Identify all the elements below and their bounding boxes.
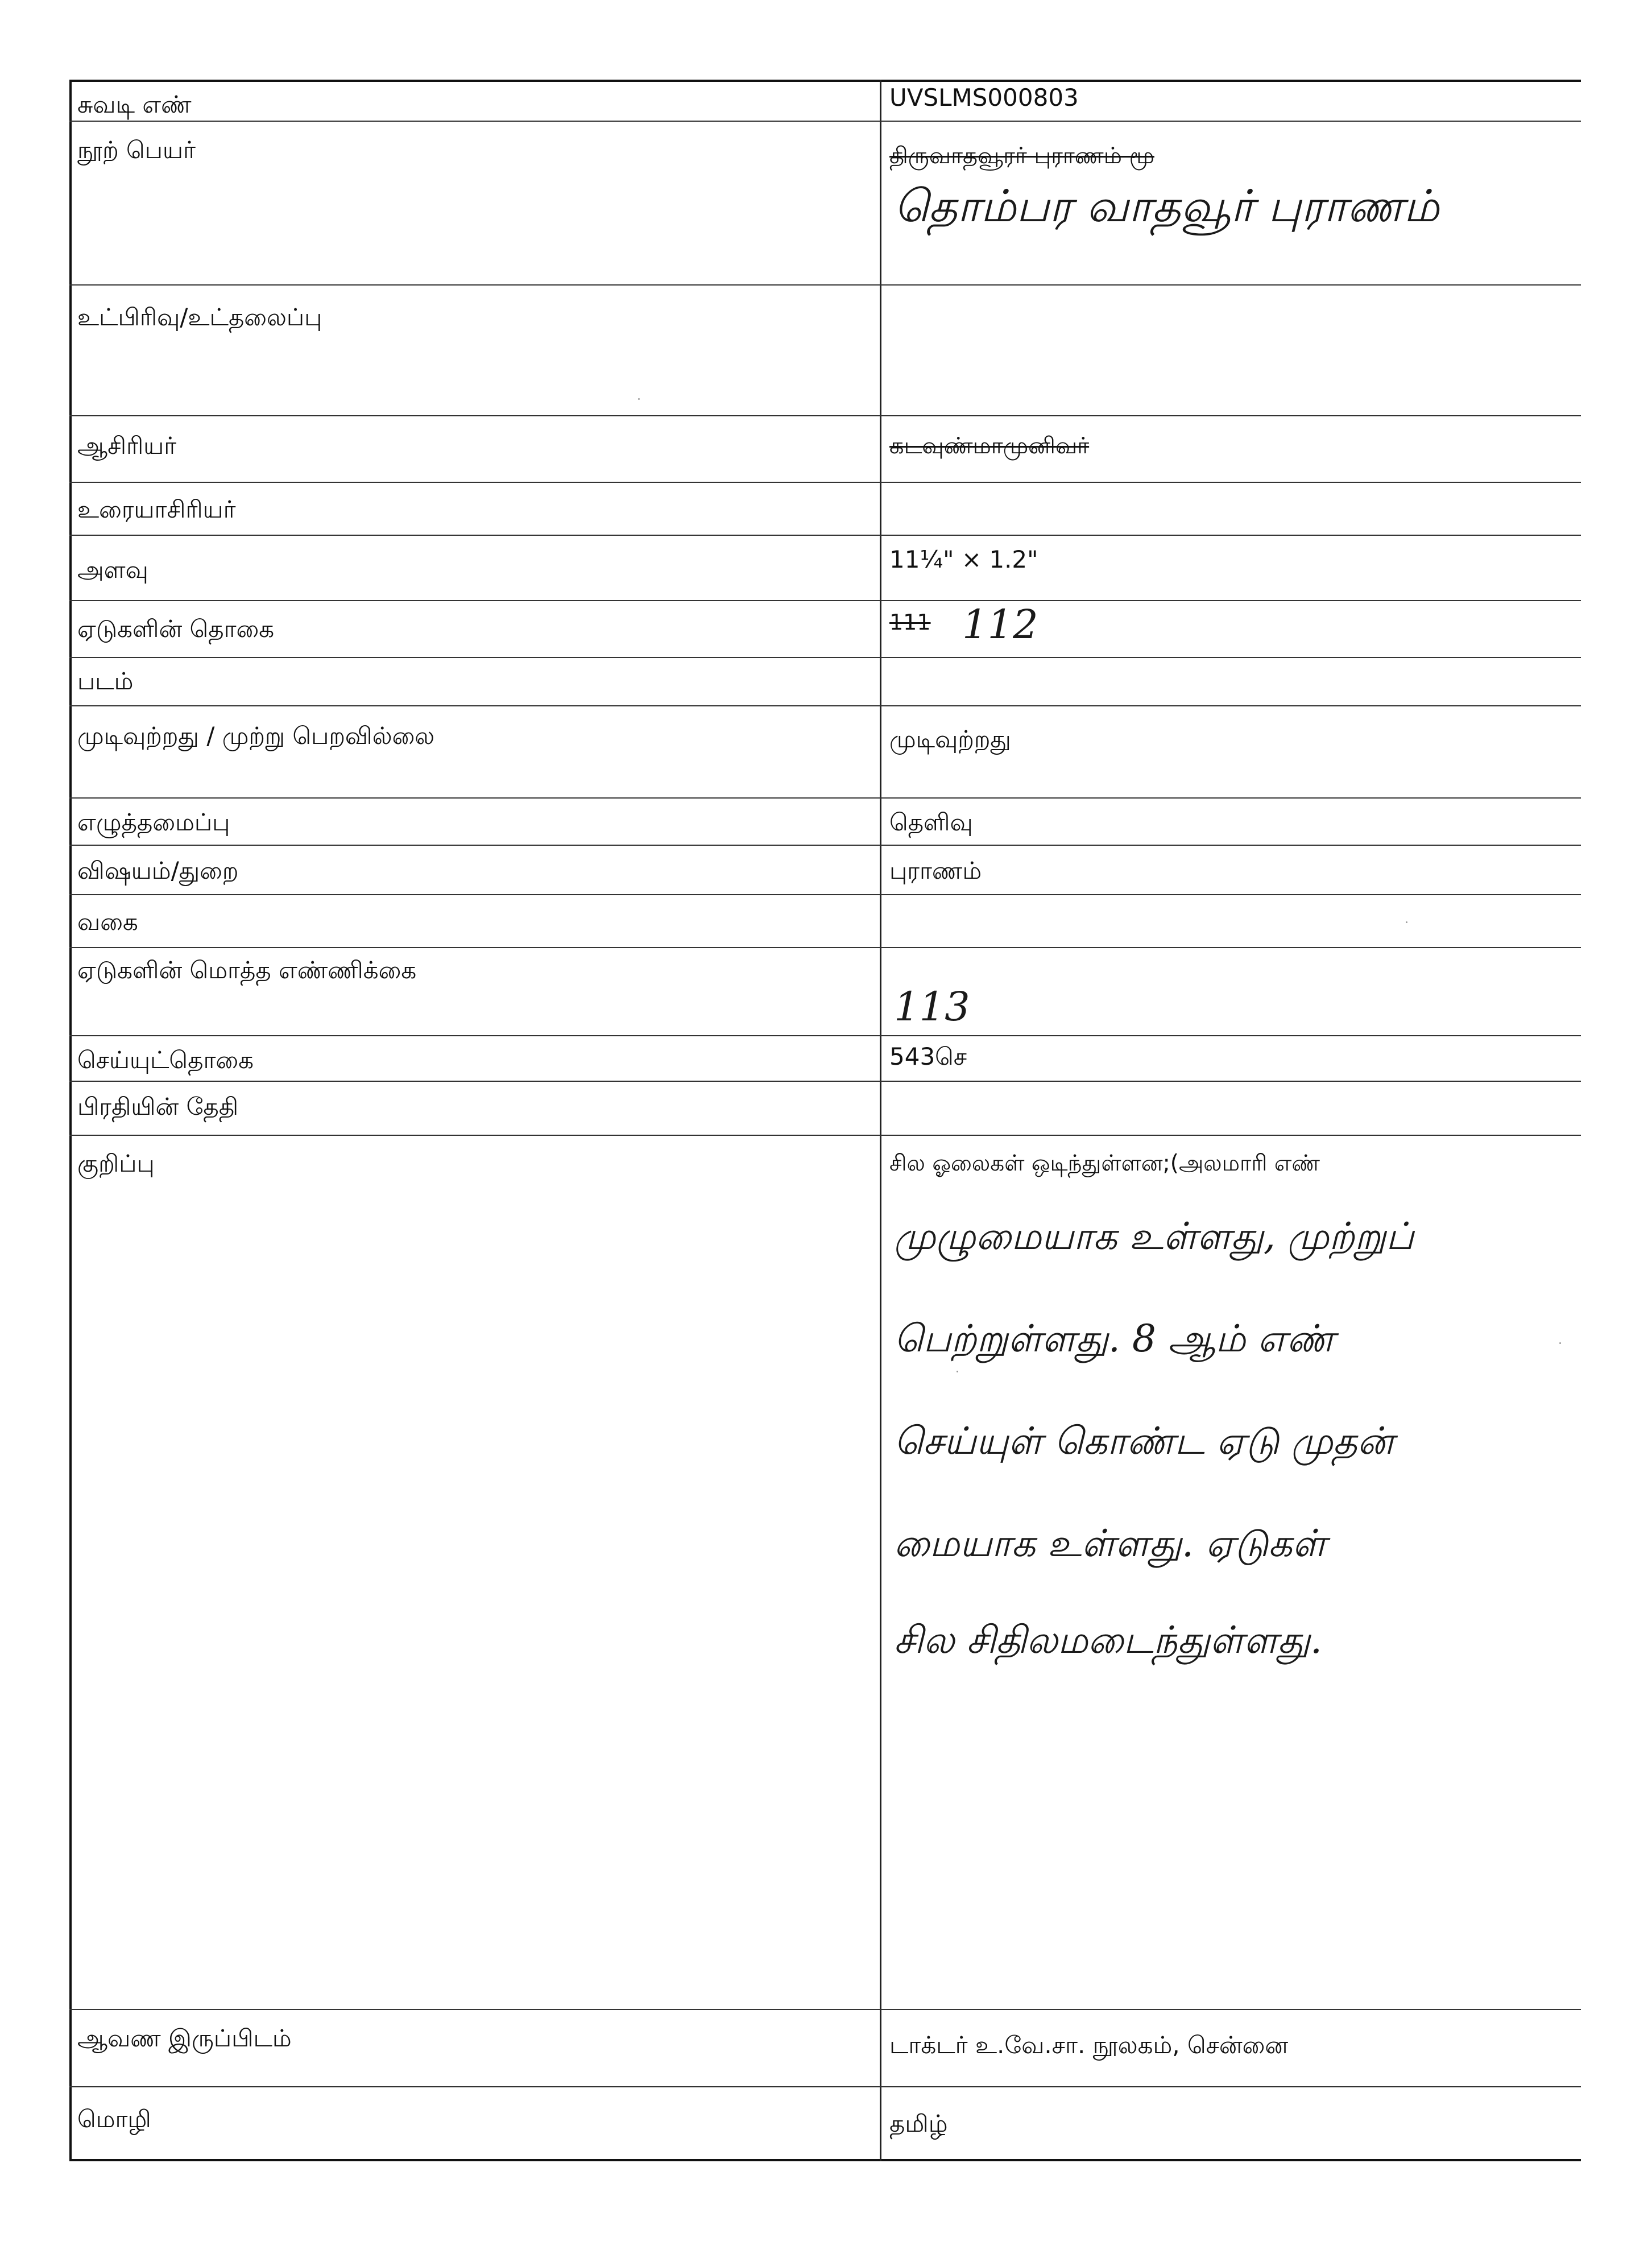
column-divider <box>880 80 881 2161</box>
scan-speck <box>1559 1342 1561 1344</box>
row-divider <box>69 1135 1581 1136</box>
scan-speck <box>1406 921 1407 923</box>
handwritten-remarks-line-5: சில சிதிலமடைந்துள்ளது. <box>894 1618 1323 1662</box>
label-copy-date: பிரதியின் தேதி <box>77 1093 239 1120</box>
row-divider <box>69 600 1581 601</box>
label-total-leaves: ஏடுகளின் மொத்த எண்ணிக்கை <box>77 956 417 984</box>
value-size: 11¼" × 1.2" <box>889 545 1038 573</box>
row-divider <box>69 1035 1581 1036</box>
handwritten-book-title: தொம்பர வாதவூர் புராணம் <box>894 181 1440 232</box>
row-divider <box>69 657 1581 658</box>
handwritten-remarks-line-1: முழுமையாக உள்ளது, முற்றுப் <box>894 1214 1414 1258</box>
scan-speck <box>638 398 640 400</box>
table-top-border <box>69 80 1581 82</box>
label-language: மொழி <box>77 2105 151 2133</box>
label-completion: முடிவுற்றது / முற்று பெறவில்லை <box>77 722 435 750</box>
handwritten-total-leaves: 113 <box>894 983 970 1030</box>
value-script: தெளிவு <box>889 808 973 836</box>
value-author-struck: கடவுண்மாமுனிவர் <box>889 433 1090 459</box>
label-picture: படம் <box>77 667 134 695</box>
row-divider <box>69 947 1581 948</box>
value-manuscript-number: UVSLMS000803 <box>889 84 1079 111</box>
row-divider <box>69 705 1581 706</box>
row-divider <box>69 894 1581 895</box>
handwritten-remarks-line-2: பெற்றுள்ளது. 8 ஆம் எண் <box>894 1317 1335 1360</box>
handwritten-remarks-line-3: செய்யுள் கொண்ட ஏடு முதன் <box>894 1419 1394 1463</box>
label-subject: விஷயம்/துறை <box>77 857 239 884</box>
row-divider <box>69 535 1581 536</box>
row-divider <box>69 845 1581 846</box>
table-bottom-border <box>69 2159 1581 2161</box>
label-verse-count: செய்யுட்தொகை <box>77 1046 254 1074</box>
label-remarks: குறிப்பு <box>77 1149 155 1177</box>
scan-speck <box>957 1371 958 1372</box>
value-completion: முடிவுற்றது <box>889 725 1011 753</box>
value-remarks: சில ஓலைகள் ஒடிந்துள்ளன;(அலமாரி எண் <box>889 1151 1320 1176</box>
value-verse-count: 543செ <box>889 1043 967 1070</box>
catalog-form-table <box>69 80 1581 2161</box>
value-language: தமிழ் <box>889 2110 948 2137</box>
row-divider <box>69 415 1581 416</box>
table-left-border <box>69 80 72 2161</box>
row-divider <box>69 797 1581 799</box>
handwritten-remarks-line-4: மையாக உள்ளது. ஏடுகள் <box>894 1521 1327 1565</box>
row-divider <box>69 2009 1581 2010</box>
label-repository: ஆவண இருப்பிடம் <box>77 2024 292 2052</box>
value-subject: புராணம் <box>889 857 982 884</box>
label-subdivision: உட்பிரிவு/உட்தலைப்பு <box>77 303 322 331</box>
label-commentator: உரையாசிரியர் <box>77 495 236 523</box>
label-script: எழுத்தமைப்பு <box>77 808 230 836</box>
label-author: ஆசிரியர் <box>77 432 177 460</box>
row-divider <box>69 284 1581 286</box>
row-divider <box>69 121 1581 122</box>
handwritten-leaf-count: 112 <box>962 601 1038 648</box>
row-divider <box>69 1081 1581 1082</box>
label-type: வகை <box>77 908 138 936</box>
label-manuscript-number: சுவடி எண் <box>77 90 192 118</box>
value-repository: டாக்டர் உ.வே.சா. நூலகம், சென்னை <box>889 2031 1289 2059</box>
label-leaf-count: ஏடுகளின் தொகை <box>77 615 275 643</box>
row-divider <box>69 482 1581 483</box>
value-leaf-count-struck: 111 <box>889 610 931 635</box>
label-book-title: நூற் பெயர் <box>77 136 196 164</box>
value-book-title-struck: திருவாதவூரர் புராணம் மூ <box>889 143 1154 169</box>
row-divider <box>69 2086 1581 2087</box>
label-size: அளவு <box>77 556 148 584</box>
